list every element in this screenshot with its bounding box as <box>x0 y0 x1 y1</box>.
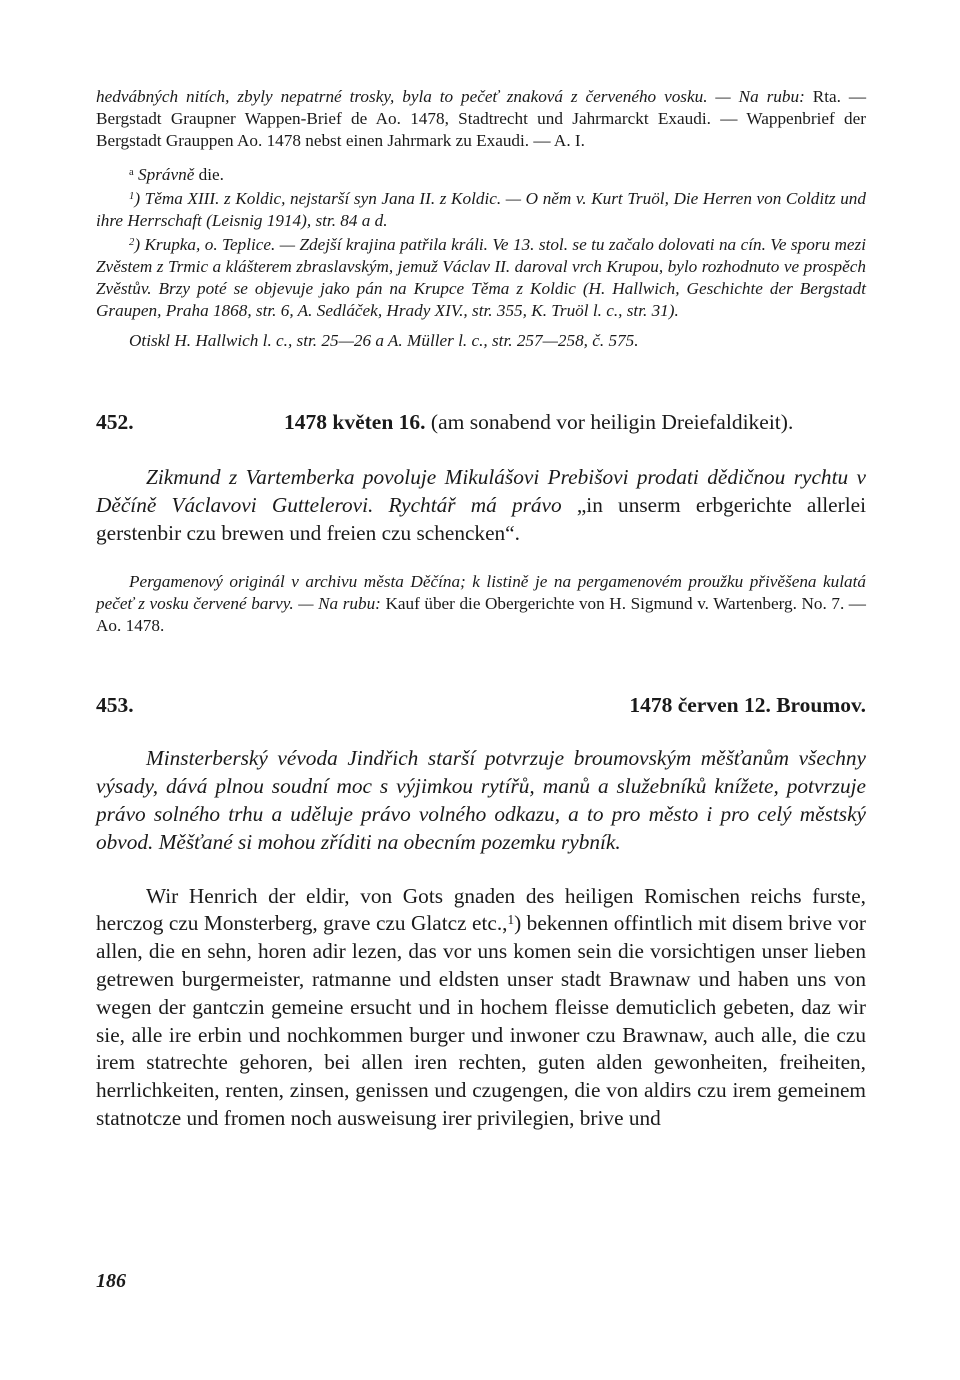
footnote-2-mark: 2 <box>129 237 135 249</box>
footnote-1-mark: 1 <box>129 191 135 203</box>
entry-452-date-rest: (am sonabend vor heiligin Dreiefaldikeit). <box>425 410 794 434</box>
entry-452-summary-italic: Zikmund z Vartemberka povoluje Mikulášovi Prebišovi prodati dědičnou rychtu v Děčíně Václavovi Guttelerovi. Rychtář má právo <box>96 465 866 517</box>
footnote-1-text: ) Těma XIII. z Koldic, nejstarší syn Jana II. z Koldic. — O něm v. Kurt Truöl, Die Herren von Colditz und ihre Herrschaft (Leisnig 1914), str. 84 a d. <box>96 189 866 230</box>
entry-453-summary: Minsterberský vévoda Jindřich starší potvrzuje broumovským měšťanům všechny výsady, dává plnou soudní moc s výjimkou rytířů, manů a služebníků knížete, potvrzuje právo solného trhu a uděluje právo volného odkazu, a to pro město i pro celý městský obvod. Měšťané si mohou zříditi na obecním pozemku rybník. <box>96 746 866 854</box>
print-note: Otiskl H. Hallwich l. c., str. 25—26 a A. Müller l. c., str. 257—258, č. 575. <box>129 331 639 350</box>
entry-452-summary-quote: „in unserm erbgerichte allerlei gerstenbir czu brewen und freien czu schencken“. <box>96 492 867 545</box>
footnote-2-text: ) Krupka, o. Teplice. — Zdejší krajina patřila králi. Ve 13. stol. se tu začalo dolovati na cín. Ve sporu mezi Zvěstem z Trmic a klášterem zbraslavským, jemuž Václav II. daroval vrch Krupou, bylo rozhodnuto ve prospěch Zvěstův. Brzy poté se objevuje jako pán na Krupce Těma z Koldic (H. Hallwich, Geschichte der Bergstadt Graupen, Praha 1868, str. 6, A. Sedláček, Hrady XIV., str. 355, K. Truöl l. c., str. 31). <box>96 235 866 320</box>
preceding-entry-end <box>96 86 866 152</box>
entry-453-text <box>96 883 866 1133</box>
entry-453-header <box>96 691 866 719</box>
footnote-2 <box>96 234 866 322</box>
entry-452-summary <box>96 464 866 547</box>
footnote-1 <box>96 188 866 232</box>
entry-453-text-b: ) bekennen offintlich mit disem brive vor allen, die en sehn, horen adir lezen, das vor uns komen sein die vorsichtigen unser lieben getrewen burgermeister, ratmanne und eldsten unser stadt Brawnaw und haben uns von wegen der gantczin gemeine ersucht und in hochem fleisse demuticlich gebeten, daz wir sie, alle ire erbin und nochkommen burger und inwoner czu Brawnaw, auch alle, die czu irem statrechte gehoren, bei allen iren rechten, guten alden gewonheiten, freiheiten, herrlichkeiten, renten, zinsen, genissen und czugengen, die von aldirs czu irem gemeinem statnotcze und fromen noch ausweisung irer privilegien, brive und <box>96 911 866 1130</box>
entry-452-source-italic: Pergamenový originál v archivu města Děčína; k listině je na pergamenovém proužku přivěšena kulatá pečeť z vosku červené barvy. — Na rubu: <box>96 572 866 614</box>
entry-452-number: 452. <box>96 410 134 434</box>
entry-453-text-a: Wir Henrich der eldir, von Gots gnaden des heiligen Romischen reichs furste, herczog czu Monsterberg, grave czu Glatcz etc., <box>96 883 866 936</box>
note-a-mark: a <box>129 167 134 179</box>
entry-452-header <box>96 408 866 436</box>
entry-453-date: 1478 červen 12. Broumov. <box>629 693 866 718</box>
entry-453-footnote-mark: 1 <box>507 912 515 928</box>
note-a-italic: Správně <box>138 165 195 184</box>
entry-452-source-rest: Kauf über die Obergerichte von H. Sigmund v. Wartenberg. No. 7. — Ao. 1478. <box>96 594 866 636</box>
note-a-text: die. <box>194 165 224 184</box>
dorsal-notes: Rta. — Bergstadt Graupner Wappen-Brief de Ao. 1478, Stadtrecht und Jahrmarckt Exaudi. — Wappenbrief der Bergstadt Grauppen Ao. 1478 nebst einen Jahrmark zu Exaudi. — A. I. <box>96 87 867 150</box>
note-a <box>96 164 866 186</box>
entry-452-date <box>284 408 866 436</box>
document-page <box>96 86 866 1133</box>
seal-description: hedvábných nitích, zbyly nepatrné trosky, byla to pečeť znaková z červeného vosku. — Na rubu: <box>96 87 805 106</box>
entry-452-source <box>96 571 866 637</box>
entry-452-date-bold: 1478 květen 16. <box>284 410 426 434</box>
entry-453-number: 453. <box>96 693 134 718</box>
page-number: 186 <box>96 1270 126 1292</box>
